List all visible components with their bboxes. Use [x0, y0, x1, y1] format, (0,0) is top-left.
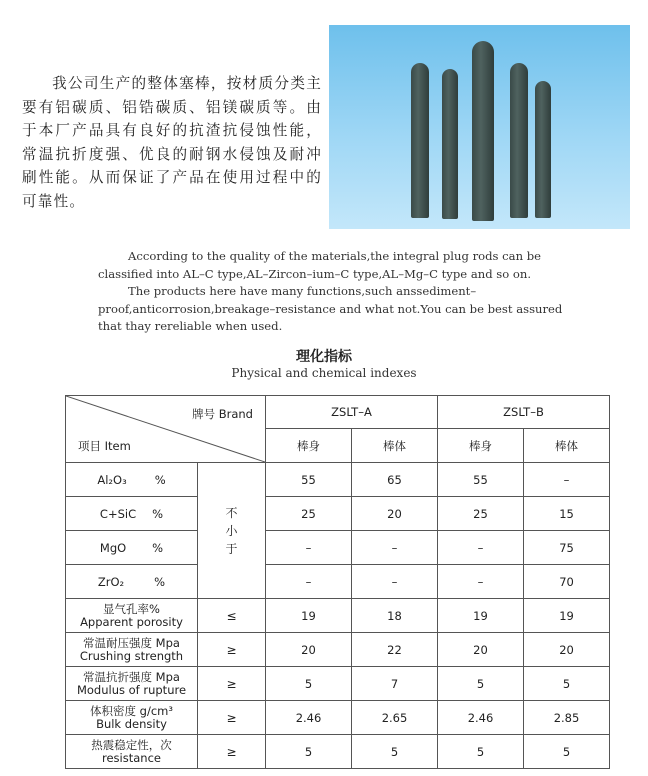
chem-unit: % — [154, 472, 166, 487]
value-cell: – — [352, 531, 438, 565]
property-label-en: Apparent porosity — [80, 614, 183, 629]
plug-rods-photo — [329, 25, 630, 229]
value-cell: 55 — [266, 463, 352, 497]
value-cell: 20 — [438, 633, 524, 667]
value-cell: 18 — [352, 599, 438, 633]
subcol-header: 棒体 — [352, 429, 438, 463]
value-cell: 5 — [352, 735, 438, 769]
table-row — [66, 735, 610, 769]
group-header-zslt-b: ZSLT–B — [438, 396, 610, 429]
property-label-cell — [66, 735, 198, 769]
condition-char: 小 — [225, 523, 238, 538]
chem-label-cell — [66, 497, 198, 531]
table-row — [66, 633, 610, 667]
table-header-corner — [66, 396, 266, 463]
value-cell: 65 — [352, 463, 438, 497]
property-label-cell — [66, 701, 198, 735]
chem-label-cell — [66, 565, 198, 599]
condition-char: 不 — [225, 505, 238, 520]
plug-rod-image — [535, 81, 551, 218]
value-cell: 19 — [438, 599, 524, 633]
brand-label: 牌号 Brand — [192, 407, 253, 421]
property-label-en: Crushing strength — [79, 648, 184, 663]
value-cell: 5 — [524, 735, 610, 769]
value-cell: 75 — [524, 531, 610, 565]
intro-english-line-1: According to the quality of the materials,the integral plug rods can be classified into AL–C type,AL–Zircon–ium–C type,AL–Mg–C type and so on. — [98, 249, 542, 281]
chem-label: ZrO₂ — [97, 574, 125, 589]
value-cell: 22 — [352, 633, 438, 667]
chem-unit: % — [152, 506, 164, 521]
item-label: 项目 Item — [78, 439, 131, 453]
chem-label: Al₂O₃ — [97, 472, 127, 487]
subcol-header: 棒体 — [524, 429, 610, 463]
value-cell: 2.46 — [438, 701, 524, 735]
property-label-cell — [66, 667, 198, 701]
plug-rod-image — [472, 41, 494, 221]
value-cell: – — [438, 531, 524, 565]
table-row — [66, 497, 610, 531]
chem-label: C+SiC — [99, 506, 137, 521]
plug-rod-image — [442, 69, 458, 219]
value-cell: 20 — [266, 633, 352, 667]
value-cell: 19 — [524, 599, 610, 633]
chem-label-cell — [66, 463, 198, 497]
value-cell: 25 — [438, 497, 524, 531]
value-cell: 5 — [438, 667, 524, 701]
value-cell: 2.85 — [524, 701, 610, 735]
property-label-en: Bulk density — [96, 716, 167, 731]
table-row — [66, 667, 610, 701]
value-cell: – — [266, 565, 352, 599]
intro-english-paragraph — [98, 248, 574, 336]
property-label-cn: 常温耐压强度 Mpa — [83, 635, 180, 650]
value-cell: 5 — [266, 667, 352, 701]
condition-cell: ≥ — [198, 667, 266, 701]
condition-cell: ≥ — [198, 633, 266, 667]
property-label-cn: 体积密度 g/cm³ — [90, 703, 173, 718]
table-row — [66, 599, 610, 633]
property-label-cell — [66, 633, 198, 667]
chem-unit: % — [154, 574, 166, 589]
condition-cell: ≥ — [198, 701, 266, 735]
value-cell: – — [266, 531, 352, 565]
chem-unit: % — [152, 540, 164, 555]
property-label-cn: 显气孔率% — [103, 601, 160, 616]
condition-cell: ≥ — [198, 735, 266, 769]
physical-chemical-indexes-table — [65, 395, 610, 769]
subcol-header: 棒身 — [266, 429, 352, 463]
chem-label: MgO — [99, 540, 127, 555]
value-cell: 20 — [352, 497, 438, 531]
value-cell: 19 — [266, 599, 352, 633]
value-cell: 5 — [266, 735, 352, 769]
property-label-cell — [66, 599, 198, 633]
subcol-header: 棒身 — [438, 429, 524, 463]
value-cell: 2.65 — [352, 701, 438, 735]
plug-rod-image — [510, 63, 528, 218]
group-header-zslt-a: ZSLT–A — [266, 396, 438, 429]
value-cell: 5 — [438, 735, 524, 769]
condition-not-less-than — [198, 463, 266, 599]
table-row — [66, 701, 610, 735]
property-label-cn: 常温抗折强度 Mpa — [83, 669, 180, 684]
table-row — [66, 565, 610, 599]
value-cell: – — [524, 463, 610, 497]
value-cell: 70 — [524, 565, 610, 599]
value-cell: 55 — [438, 463, 524, 497]
value-cell: – — [438, 565, 524, 599]
property-label-en: Modulus of rupture — [76, 682, 187, 697]
table-row — [66, 531, 610, 565]
plug-rod-image — [411, 63, 429, 218]
value-cell: 5 — [524, 667, 610, 701]
chem-label-cell — [66, 531, 198, 565]
value-cell: 2.46 — [266, 701, 352, 735]
condition-char: 于 — [225, 541, 238, 556]
value-cell: 25 — [266, 497, 352, 531]
value-cell: 15 — [524, 497, 610, 531]
condition-cell: ≤ — [198, 599, 266, 633]
value-cell: 7 — [352, 667, 438, 701]
property-label-cn: 热震稳定性，次 — [91, 737, 172, 752]
property-label-en: resistance — [102, 750, 161, 765]
table-row — [66, 463, 610, 497]
table-title-chinese: 理化指标 — [296, 349, 352, 365]
intro-english-line-2: The products here have many functions,such anssediment–proof,anticorrosion,breakage–resistance and what not.You can be best assured that thay rereliable when used. — [98, 284, 563, 333]
value-cell: 20 — [524, 633, 610, 667]
intro-chinese-paragraph — [22, 72, 322, 213]
value-cell: – — [352, 565, 438, 599]
table-title-english: Physical and chemical indexes — [231, 366, 417, 380]
intro-chinese-text: 我公司生产的整体塞棒，按材质分类主要有铝碳质、铝锆碳质、铝镁碳质等。由于本厂产品具有良好的抗渣抗侵蚀性能，常温抗折度强、优良的耐钢水侵蚀及耐冲刷性能。从而保证了产品在使用过程中的可靠性。 — [22, 75, 322, 210]
